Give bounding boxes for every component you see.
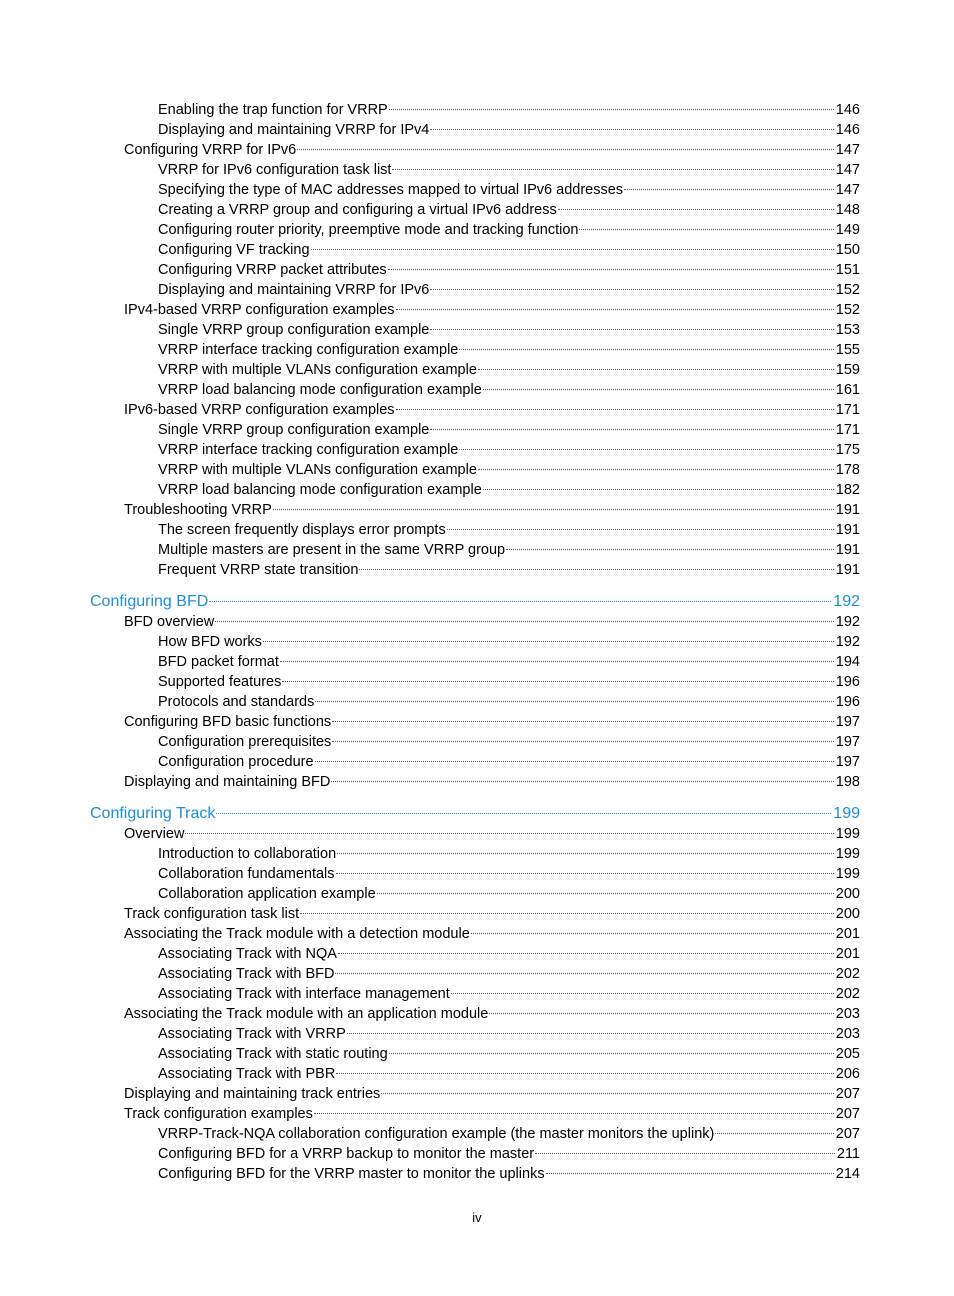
toc-subsection-entry[interactable] [158,864,860,884]
toc-subsection-entry[interactable] [158,100,860,120]
toc-entry-page-number: 199 [833,805,860,822]
toc-dot-leader [331,781,833,782]
toc-entry-title: IPv6-based VRRP configuration examples [124,402,395,418]
toc-entry-title: Displaying and maintaining track entries [124,1086,381,1102]
toc-dot-leader [447,529,834,530]
toc-chapter-entry[interactable] [90,591,860,612]
toc-entry-title: Associating Track with static routing [158,1046,388,1062]
toc-section-entry[interactable] [124,1004,860,1024]
toc-chapter-entry[interactable] [90,803,860,824]
toc-section-entry[interactable] [124,300,860,320]
toc-dot-leader [280,661,834,662]
toc-dot-leader [389,109,834,110]
table-of-contents [0,100,954,1184]
toc-section-entry[interactable] [124,500,860,520]
toc-entry-page-number: 198 [835,774,860,790]
toc-subsection-entry[interactable] [158,160,860,180]
toc-dot-leader [396,309,834,310]
toc-subsection-entry[interactable] [158,520,860,540]
toc-entry-title: Configuring VRRP for IPv6 [124,142,297,158]
toc-entry-page-number: 152 [835,282,860,298]
toc-entry-page-number: 155 [835,342,860,358]
toc-entry-title: VRRP with multiple VLANs configuration example [158,362,477,378]
toc-dot-leader [483,389,834,390]
toc-entry-title: Creating a VRRP group and configuring a virtual IPv6 address [158,202,557,218]
toc-subsection-entry[interactable] [158,560,860,580]
toc-dot-leader [381,1093,833,1094]
toc-entry-title: Configuring VF tracking [158,242,310,258]
toc-subsection-entry[interactable] [158,360,860,380]
toc-subsection-entry[interactable] [158,280,860,300]
toc-section-entry[interactable] [124,824,860,844]
toc-subsection-entry[interactable] [158,884,860,904]
toc-entry-page-number: 207 [835,1106,860,1122]
toc-dot-leader [332,741,834,742]
toc-entry-page-number: 196 [835,694,860,710]
toc-subsection-entry[interactable] [158,380,860,400]
toc-section-entry[interactable] [124,772,860,792]
toc-dot-leader [396,409,834,410]
toc-entry-title: Configuring router priority, preemptive mode and tracking function [158,222,579,238]
toc-dot-leader [216,813,831,814]
toc-entry-page-number: 201 [835,926,860,942]
toc-subsection-entry[interactable] [158,180,860,200]
toc-entry-page-number: 171 [835,422,860,438]
page-number: iv [472,1210,482,1225]
toc-entry-title: Configuring Track [90,805,216,822]
toc-entry-page-number: 192 [833,593,860,610]
toc-dot-leader [579,229,833,230]
toc-entry-title: BFD packet format [158,654,279,670]
toc-entry-title: Troubleshooting VRRP [124,502,272,518]
toc-entry-page-number: 205 [835,1046,860,1062]
toc-subsection-entry[interactable] [158,420,860,440]
toc-dot-leader [459,349,833,350]
toc-subsection-entry[interactable] [158,652,860,672]
toc-subsection-entry[interactable] [158,1164,860,1184]
toc-dot-leader [263,641,834,642]
toc-subsection-entry[interactable] [158,220,860,240]
toc-entry-title: Multiple masters are present in the same VRRP group [158,542,506,558]
toc-dot-leader [337,853,834,854]
toc-entry-page-number: 175 [835,442,860,458]
toc-dot-leader [336,873,834,874]
toc-entry-title: VRRP interface tracking configuration example [158,442,459,458]
toc-entry-page-number: 203 [835,1026,860,1042]
toc-subsection-entry[interactable] [158,692,860,712]
toc-entry-page-number: 192 [835,634,860,650]
toc-dot-leader [471,933,834,934]
toc-dot-leader [624,189,834,190]
toc-dot-leader [209,601,831,602]
toc-entry-page-number: 202 [835,986,860,1002]
toc-dot-leader [451,993,834,994]
toc-subsection-entry[interactable] [158,1064,860,1084]
toc-dot-leader [377,893,834,894]
toc-dot-leader [300,913,834,914]
toc-dot-leader [314,1113,834,1114]
toc-entry-title: Single VRRP group configuration example [158,422,430,438]
toc-subsection-entry[interactable] [158,944,860,964]
toc-entry-title: How BFD works [158,634,262,650]
toc-dot-leader [347,1033,834,1034]
toc-entry-page-number: 150 [835,242,860,258]
toc-subsection-entry[interactable] [158,260,860,280]
toc-dot-leader [335,973,833,974]
toc-entry-page-number: 211 [836,1146,860,1162]
toc-subsection-entry[interactable] [158,1144,860,1164]
toc-entry-page-number: 151 [835,262,860,278]
toc-entry-page-number: 197 [835,734,860,750]
toc-subsection-entry[interactable] [158,1124,860,1144]
toc-entry-title: VRRP interface tracking configuration example [158,342,459,358]
toc-dot-leader [273,509,834,510]
toc-entry-title: Configuring BFD for a VRRP backup to monitor the master [158,1146,535,1162]
toc-entry-page-number: 147 [835,142,860,158]
toc-dot-leader [558,209,834,210]
toc-entry-title: BFD overview [124,614,215,630]
toc-entry-page-number: 146 [835,102,860,118]
toc-entry-page-number: 178 [835,462,860,478]
toc-entry-title: Associating Track with BFD [158,966,335,982]
toc-entry-page-number: 159 [835,362,860,378]
toc-section-entry[interactable] [124,400,860,420]
toc-entry-title: Configuring BFD [90,593,209,610]
toc-entry-title: VRRP for IPv6 configuration task list [158,162,392,178]
toc-subsection-entry[interactable] [158,460,860,480]
toc-entry-page-number: 149 [835,222,860,238]
toc-subsection-entry[interactable] [158,200,860,220]
toc-entry-title: Associating Track with VRRP [158,1026,346,1042]
toc-entry-page-number: 199 [835,846,860,862]
toc-entry-title: VRRP load balancing mode configuration example [158,482,482,498]
toc-dot-leader [315,701,833,702]
toc-subsection-entry[interactable] [158,752,860,772]
toc-section-entry[interactable] [124,712,860,732]
toc-dot-leader [336,1073,834,1074]
toc-entry-page-number: 200 [835,886,860,902]
toc-entry-page-number: 199 [835,866,860,882]
toc-section-entry[interactable] [124,1104,860,1124]
toc-entry-title: Configuration prerequisites [158,734,332,750]
toc-dot-leader [430,129,833,130]
toc-entry-title: Track configuration task list [124,906,300,922]
toc-subsection-entry[interactable] [158,1024,860,1044]
toc-subsection-entry[interactable] [158,120,860,140]
toc-subsection-entry[interactable] [158,732,860,752]
toc-dot-leader [430,289,833,290]
toc-entry-title: Introduction to collaboration [158,846,337,862]
toc-entry-title: Associating Track with NQA [158,946,337,962]
toc-entry-title: Associating the Track module with an application module [124,1006,489,1022]
toc-dot-leader [478,369,834,370]
toc-dot-leader [392,169,833,170]
toc-entry-title: Protocols and standards [158,694,315,710]
toc-entry-page-number: 214 [835,1166,860,1182]
toc-dot-leader [506,549,834,550]
toc-entry-page-number: 147 [835,182,860,198]
toc-entry-title: Specifying the type of MAC addresses mapped to virtual IPv6 addresses [158,182,624,198]
toc-dot-leader [388,269,834,270]
toc-entry-page-number: 207 [835,1086,860,1102]
toc-entry-page-number: 200 [835,906,860,922]
toc-section-entry[interactable] [124,904,860,924]
toc-entry-title: The screen frequently displays error prompts [158,522,446,538]
toc-entry-page-number: 207 [835,1126,860,1142]
toc-subsection-entry[interactable] [158,480,860,500]
toc-dot-leader [715,1133,833,1134]
toc-subsection-entry[interactable] [158,844,860,864]
toc-entry-title: Configuring BFD for the VRRP master to monitor the uplinks [158,1166,545,1182]
toc-dot-leader [311,249,834,250]
toc-entry-page-number: 194 [835,654,860,670]
toc-entry-title: IPv4-based VRRP configuration examples [124,302,395,318]
toc-entry-title: VRRP with multiple VLANs configuration example [158,462,477,478]
toc-entry-page-number: 199 [835,826,860,842]
toc-dot-leader [478,469,834,470]
toc-entry-page-number: 203 [835,1006,860,1022]
toc-entry-title: Associating Track with interface management [158,986,450,1002]
toc-entry-title: VRRP load balancing mode configuration example [158,382,482,398]
toc-dot-leader [430,329,833,330]
toc-entry-page-number: 201 [835,946,860,962]
toc-entry-title: Associating Track with PBR [158,1066,336,1082]
toc-dot-leader [315,761,834,762]
toc-entry-title: Collaboration application example [158,886,376,902]
toc-entry-page-number: 196 [835,674,860,690]
toc-entry-page-number: 191 [835,562,860,578]
toc-entry-page-number: 192 [835,614,860,630]
toc-entry-title: Configuration procedure [158,754,314,770]
toc-entry-page-number: 153 [835,322,860,338]
toc-dot-leader [389,1053,834,1054]
toc-subsection-entry[interactable] [158,632,860,652]
toc-dot-leader [430,429,833,430]
toc-entry-page-number: 191 [835,522,860,538]
toc-entry-page-number: 206 [835,1066,860,1082]
toc-section-entry[interactable] [124,1084,860,1104]
toc-entry-title: Associating the Track module with a detection module [124,926,470,942]
toc-section-entry[interactable] [124,924,860,944]
toc-dot-leader [483,489,834,490]
toc-dot-leader [338,953,834,954]
toc-subsection-entry[interactable] [158,1044,860,1064]
toc-subsection-entry[interactable] [158,240,860,260]
toc-subsection-entry[interactable] [158,540,860,560]
toc-entry-title: Track configuration examples [124,1106,313,1122]
toc-entry-title: Single VRRP group configuration example [158,322,430,338]
toc-dot-leader [282,681,833,682]
toc-entry-title: Collaboration fundamentals [158,866,335,882]
toc-entry-title: Displaying and maintaining VRRP for IPv4 [158,122,430,138]
toc-dot-leader [215,621,834,622]
toc-section-entry[interactable] [124,612,860,632]
toc-entry-title: Frequent VRRP state transition [158,562,359,578]
toc-section-entry[interactable] [124,140,860,160]
toc-dot-leader [297,149,834,150]
toc-dot-leader [546,1173,834,1174]
toc-entry-page-number: 147 [835,162,860,178]
toc-dot-leader [359,569,833,570]
toc-subsection-entry[interactable] [158,340,860,360]
toc-subsection-entry[interactable] [158,672,860,692]
toc-dot-leader [459,449,833,450]
toc-subsection-entry[interactable] [158,964,860,984]
toc-entry-title: VRRP-Track-NQA collaboration configuration example (the master monitors the uplink) [158,1126,715,1142]
toc-entry-title: Configuring BFD basic functions [124,714,332,730]
toc-entry-page-number: 191 [835,502,860,518]
toc-entry-page-number: 197 [835,714,860,730]
toc-entry-page-number: 148 [835,202,860,218]
toc-entry-title: Displaying and maintaining VRRP for IPv6 [158,282,430,298]
toc-entry-title: Configuring VRRP packet attributes [158,262,387,278]
toc-entry-title: Displaying and maintaining BFD [124,774,331,790]
toc-entry-page-number: 146 [835,122,860,138]
toc-dot-leader [185,833,833,834]
toc-dot-leader [489,1013,833,1014]
toc-dot-leader [535,1153,835,1154]
toc-entry-page-number: 202 [835,966,860,982]
toc-subsection-entry[interactable] [158,440,860,460]
toc-entry-title: Supported features [158,674,282,690]
toc-dot-leader [332,721,834,722]
toc-entry-title: Enabling the trap function for VRRP [158,102,388,118]
toc-subsection-entry[interactable] [158,320,860,340]
toc-subsection-entry[interactable] [158,984,860,1004]
toc-entry-page-number: 171 [835,402,860,418]
toc-entry-page-number: 152 [835,302,860,318]
toc-entry-page-number: 197 [835,754,860,770]
toc-entry-page-number: 191 [835,542,860,558]
toc-entry-page-number: 182 [835,482,860,498]
toc-entry-page-number: 161 [835,382,860,398]
toc-entry-title: Overview [124,826,185,842]
